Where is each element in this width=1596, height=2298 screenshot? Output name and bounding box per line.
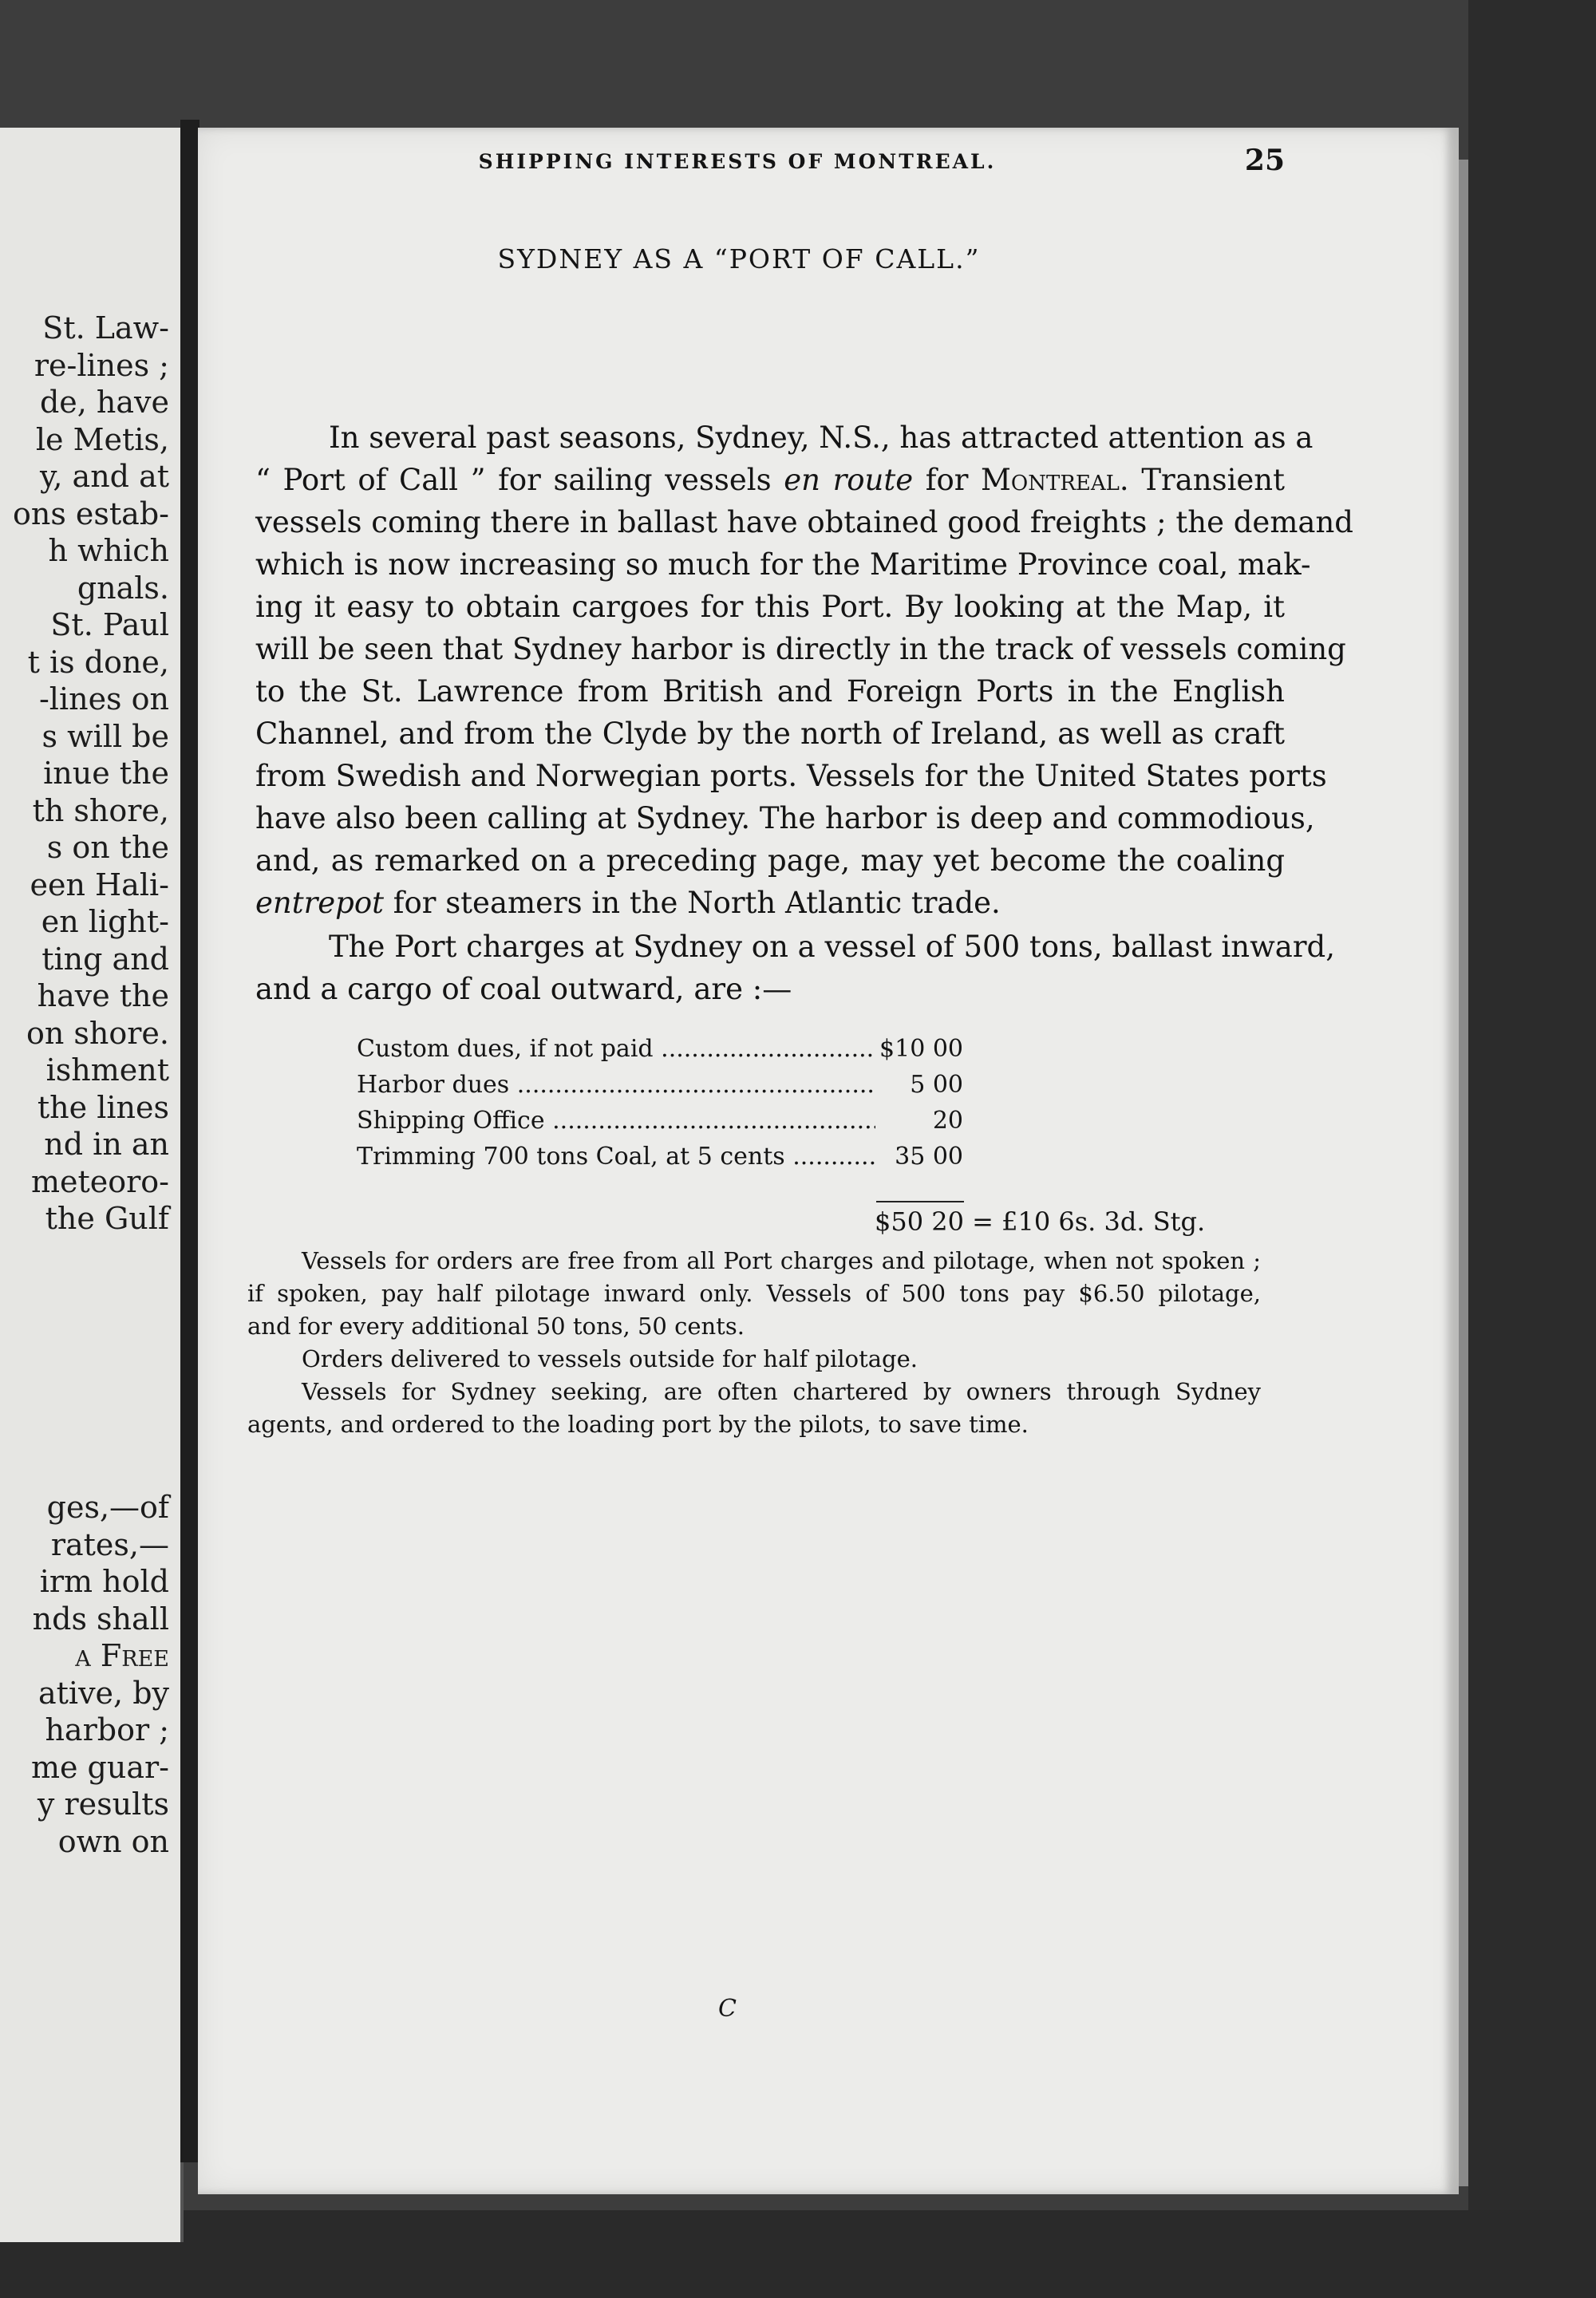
left-page-line: own on <box>57 1824 169 1859</box>
left-page-line: gnals. <box>77 571 169 606</box>
left-page-line: le Metis, <box>35 422 169 457</box>
charge-row <box>357 1103 963 1139</box>
charge-amount: 35 00 <box>895 1143 963 1171</box>
left-page-line: the Gulf <box>45 1201 169 1236</box>
body-line: have also been calling at Sydney. The harbor is deep and commodious, <box>255 801 1315 835</box>
body-line: and a cargo of coal outward, are :— <box>255 972 792 1006</box>
paragraph-port-of-call <box>255 417 1353 924</box>
left-page-line: s on the <box>46 830 169 865</box>
total-rule <box>876 1201 964 1202</box>
left-page-line: irm hold <box>39 1564 169 1599</box>
section-title: SYDNEY AS A “PORT OF CALL.” <box>497 243 981 274</box>
body-line: and, as remarked on a preceding page, may yet become the coaling <box>255 843 1285 878</box>
left-page-line: re-lines ; <box>34 348 169 383</box>
left-page-line: inue the <box>43 756 169 791</box>
book-gutter <box>180 120 200 2162</box>
left-page-line: me guar- <box>30 1750 169 1785</box>
italic-text: entrepot <box>255 886 385 920</box>
small-caps-text: Montreal. <box>981 463 1129 497</box>
body-line: will be seen that Sydney harbor is directly in the track of vessels coming <box>255 632 1346 666</box>
charge-amount: 20 <box>932 1107 963 1135</box>
left-page-line: th shore, <box>32 793 169 828</box>
note-line: agents, and ordered to the loading port by the pilots, to save time. <box>247 1411 1029 1438</box>
body-line: entrepot for steamers in the North Atlantic trade. <box>255 886 1001 920</box>
charges-table <box>357 1031 963 1175</box>
left-page-line: meteoro- <box>30 1164 169 1199</box>
charge-item: Shipping Office ..... <box>357 1103 875 1139</box>
charge-row <box>357 1139 963 1175</box>
left-page-line: -lines on <box>38 681 169 717</box>
body-line: to the St. Lawrence from British and Foreign Ports in the English <box>255 674 1285 709</box>
scan-backdrop-right <box>1468 0 1596 2298</box>
running-head: SHIPPING INTERESTS OF MONTREAL. <box>478 150 997 173</box>
body-line: which is now increasing so much for the Maritime Province coal, mak- <box>255 547 1311 582</box>
left-page-line: the lines <box>37 1090 169 1125</box>
charge-amount: 5 00 <box>910 1071 963 1099</box>
left-page-line: harbor ; <box>45 1712 169 1747</box>
left-page-line: ishment <box>45 1052 169 1088</box>
body-line: vessels coming there in ballast have obtained good freights ; the demand <box>255 505 1353 539</box>
note-line: Vessels for Sydney seeking, are often chartered by owners through Sydney <box>302 1378 1261 1405</box>
page-number: 25 <box>1244 144 1285 177</box>
body-line: The Port charges at Sydney on a vessel of 500 tons, ballast inward, <box>329 930 1335 964</box>
scan-backdrop-bottom <box>0 2210 1596 2298</box>
charge-item: Harbor dues ..... <box>357 1067 875 1103</box>
left-page-line: de, have <box>39 385 169 420</box>
left-page-line: ons estab- <box>12 496 169 531</box>
signature-mark: C <box>718 1995 737 2023</box>
charge-item: Trimming 700 tons Coal, at 5 cents ..... <box>357 1139 875 1175</box>
left-facing-page <box>0 128 184 2242</box>
paragraph-port-charges <box>255 926 1335 1010</box>
left-page-line: have the <box>37 978 169 1013</box>
left-page-line: een Hali- <box>30 867 169 902</box>
charge-item: Custom dues, if not paid ..... <box>357 1031 875 1067</box>
left-page-line: nd in an <box>44 1127 169 1162</box>
left-page-line: on shore. <box>26 1016 169 1051</box>
charges-total: $50 20 = £10 6s. 3d. Stg. <box>875 1206 1206 1237</box>
italic-text: en route <box>784 463 914 497</box>
body-line: In several past seasons, Sydney, N.S., has attracted attention as a <box>329 421 1314 455</box>
left-page-line: ges,—of <box>46 1490 169 1525</box>
charge-amount: $10 00 <box>879 1035 963 1063</box>
left-page-line: h which <box>48 533 169 568</box>
body-line: from Swedish and Norwegian ports. Vessels for the United States ports <box>255 759 1327 793</box>
left-page-line: s will be <box>41 719 169 754</box>
body-line: ing it easy to obtain cargoes for this Port. By looking at the Map, it <box>255 590 1285 624</box>
body-line: “ Port of Call ” for sailing vessels en route for Montreal. Transient <box>255 463 1285 497</box>
note-line: Vessels for orders are free from all Port charges and pilotage, when not spoken ; <box>302 1247 1261 1274</box>
page-edge <box>1459 160 1468 2186</box>
charge-row <box>357 1067 963 1103</box>
left-page-line: rates,— <box>50 1527 169 1562</box>
charge-row <box>357 1031 963 1067</box>
body-line: Channel, and from the Clyde by the north of Ireland, as well as craft <box>255 717 1285 751</box>
note-line: and for every additional 50 tons, 50 cents. <box>247 1313 745 1340</box>
left-page-line: St. Law- <box>42 310 169 345</box>
left-page-line: St. Paul <box>50 607 169 642</box>
left-page-line: y, and at <box>39 459 169 494</box>
left-page-line: en light- <box>41 904 169 939</box>
note-line: if spoken, pay half pilotage inward only. Vessels of 500 tons pay $6.50 pilotage, <box>247 1280 1261 1307</box>
left-page-line: nds shall <box>32 1601 169 1637</box>
left-page-line: ative, by <box>38 1676 169 1711</box>
pilotage-notes <box>247 1245 1261 1441</box>
left-page-line: t is done, <box>27 645 169 680</box>
left-page-line: ting and <box>41 942 169 977</box>
left-page-line: y results <box>37 1787 169 1822</box>
left-page-line: a Free <box>75 1638 169 1673</box>
note-line: Orders delivered to vessels outside for half pilotage. <box>302 1345 918 1372</box>
